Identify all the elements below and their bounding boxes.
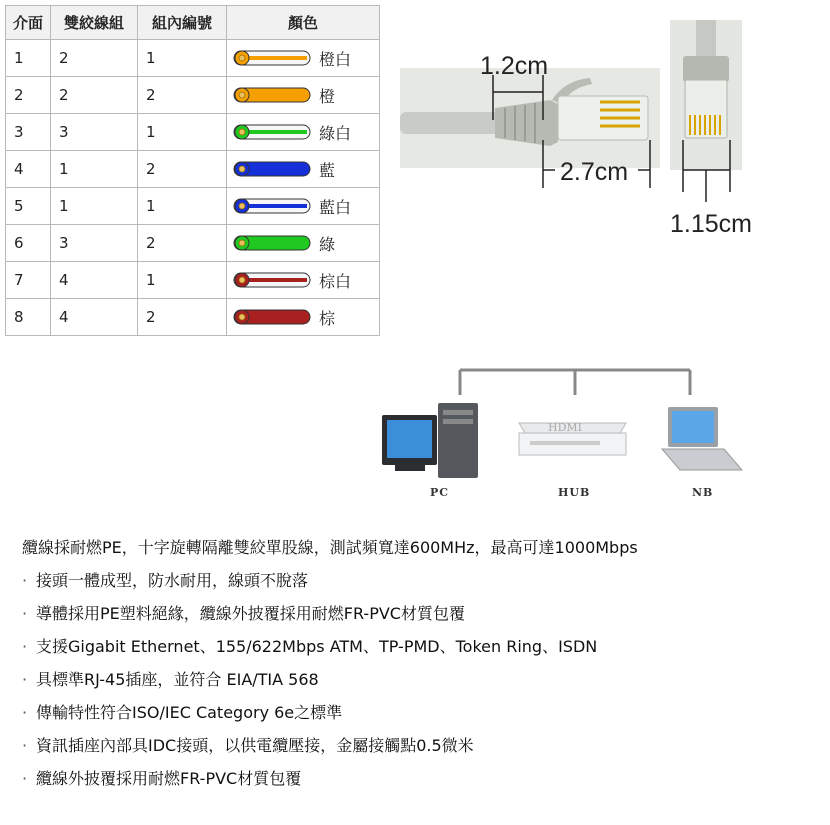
color-name: 棕白 (319, 271, 352, 291)
cell-interface: 4 (6, 151, 51, 188)
spec-item (22, 670, 822, 703)
wire-color-table (5, 5, 380, 336)
cell-pair: 2 (51, 40, 138, 77)
cell-pair: 4 (51, 262, 138, 299)
cell-index: 2 (138, 299, 227, 336)
wire-swatch-icon (233, 270, 313, 290)
spec-item (22, 571, 822, 604)
bullet-icon: · (22, 769, 28, 788)
wire-swatch-icon (233, 307, 313, 327)
color-name: 藍白 (319, 197, 352, 217)
cell-interface: 3 (6, 114, 51, 151)
color-name: 橙白 (319, 49, 352, 69)
wire-swatch-icon (233, 196, 313, 216)
wire-swatch-icon (233, 85, 313, 105)
table-header-row (6, 6, 380, 40)
pc-label: PC (430, 486, 450, 499)
cell-color (227, 299, 380, 336)
spec-text: 接頭一體成型，防水耐用，線頭不脫落 (36, 571, 309, 590)
spec-item (22, 604, 822, 637)
dim-boot-width-label: 1.2cm (480, 52, 549, 80)
spec-item (22, 736, 822, 769)
hub-label: HUB (558, 486, 591, 499)
cell-interface: 5 (6, 188, 51, 225)
rj45-connector-photo (400, 20, 825, 240)
table-row (6, 77, 380, 114)
nb-label: NB (692, 486, 714, 499)
cell-index: 1 (138, 188, 227, 225)
bullet-icon: · (22, 670, 28, 689)
spec-list (22, 571, 822, 802)
cell-pair: 1 (51, 151, 138, 188)
wire-swatch-icon (233, 159, 313, 179)
cell-color (227, 114, 380, 151)
spec-item (22, 637, 822, 670)
front-boot (683, 56, 729, 82)
spec-text: 資訊插座內部具IDC接頭，以供電纜壓接，金屬接觸點0.5微米 (36, 736, 474, 755)
cell-pair: 2 (51, 77, 138, 114)
wire-swatch-icon (233, 233, 313, 253)
cell-color (227, 262, 380, 299)
cell-index: 2 (138, 77, 227, 114)
cell-pair: 3 (51, 114, 138, 151)
cell-index: 1 (138, 114, 227, 151)
cell-color (227, 151, 380, 188)
table-row (6, 40, 380, 77)
bullet-icon: · (22, 637, 28, 656)
cell-index: 2 (138, 151, 227, 188)
table-row (6, 188, 380, 225)
color-name: 橙 (319, 86, 336, 106)
spec-item (22, 703, 822, 736)
cell-color (227, 77, 380, 114)
cell-color (227, 225, 380, 262)
spec-text: 導體採用PE塑料絕緣，纜線外披覆採用耐燃FR-PVC材質包覆 (36, 604, 465, 623)
spec-text: 支援Gigabit Ethernet、155/622Mbps ATM、TP-PMD、Token Ring、ISDN (36, 637, 598, 656)
cell-interface: 1 (6, 40, 51, 77)
dim-plug-width-label: 1.15cm (670, 210, 752, 238)
cell-color (227, 188, 380, 225)
spec-text: 具標準RJ-45插座，並符合 EIA/TIA 568 (36, 670, 319, 689)
bullet-icon: · (22, 736, 28, 755)
cell-pair: 3 (51, 225, 138, 262)
network-diagram (370, 325, 770, 505)
spec-text: 傳輸特性符合ISO/IEC Category 6e之標準 (36, 703, 343, 722)
cell-interface: 6 (6, 225, 51, 262)
table-row (6, 151, 380, 188)
wire-table-body (6, 40, 380, 336)
cell-interface: 2 (6, 77, 51, 114)
bullet-icon: · (22, 604, 28, 623)
cell-color (227, 40, 380, 77)
cell-index: 1 (138, 40, 227, 77)
product-specs (22, 538, 822, 802)
color-name: 綠 (319, 234, 336, 254)
front-cable (696, 20, 716, 60)
header-interface: 介面 (6, 6, 51, 40)
table-row (6, 262, 380, 299)
table-row (6, 114, 380, 151)
table-row (6, 225, 380, 262)
dim-plug-length-label: 2.7cm (560, 158, 629, 186)
cell-pair: 1 (51, 188, 138, 225)
laptop-icon (662, 407, 742, 470)
header-index: 組內編號 (138, 6, 227, 40)
cell-index: 1 (138, 262, 227, 299)
spec-intro: 纜線採耐燃PE，十字旋轉隔離雙絞單股線，測試頻寬達600MHz，最高可達1000Mbps (22, 538, 638, 557)
cell-interface: 8 (6, 299, 51, 336)
color-name: 棕 (319, 308, 336, 328)
wire-swatch-icon (233, 122, 313, 142)
table-row (6, 299, 380, 336)
cell-pair: 4 (51, 299, 138, 336)
wire-swatch-icon (233, 48, 313, 68)
spec-text: 纜線外披覆採用耐燃FR-PVC材質包覆 (36, 769, 302, 788)
header-color: 顏色 (227, 6, 380, 40)
hub-badge: HDMI (548, 421, 583, 434)
cell-interface: 7 (6, 262, 51, 299)
pc-icon (382, 403, 478, 478)
color-name: 綠白 (319, 123, 352, 143)
spec-item (22, 769, 822, 802)
bullet-icon: · (22, 703, 28, 722)
network-connection-lines (460, 370, 690, 395)
color-name: 藍 (319, 160, 336, 180)
header-pair: 雙絞線組 (51, 6, 138, 40)
bullet-icon: · (22, 571, 28, 590)
cell-index: 2 (138, 225, 227, 262)
front-contacts (690, 115, 720, 135)
